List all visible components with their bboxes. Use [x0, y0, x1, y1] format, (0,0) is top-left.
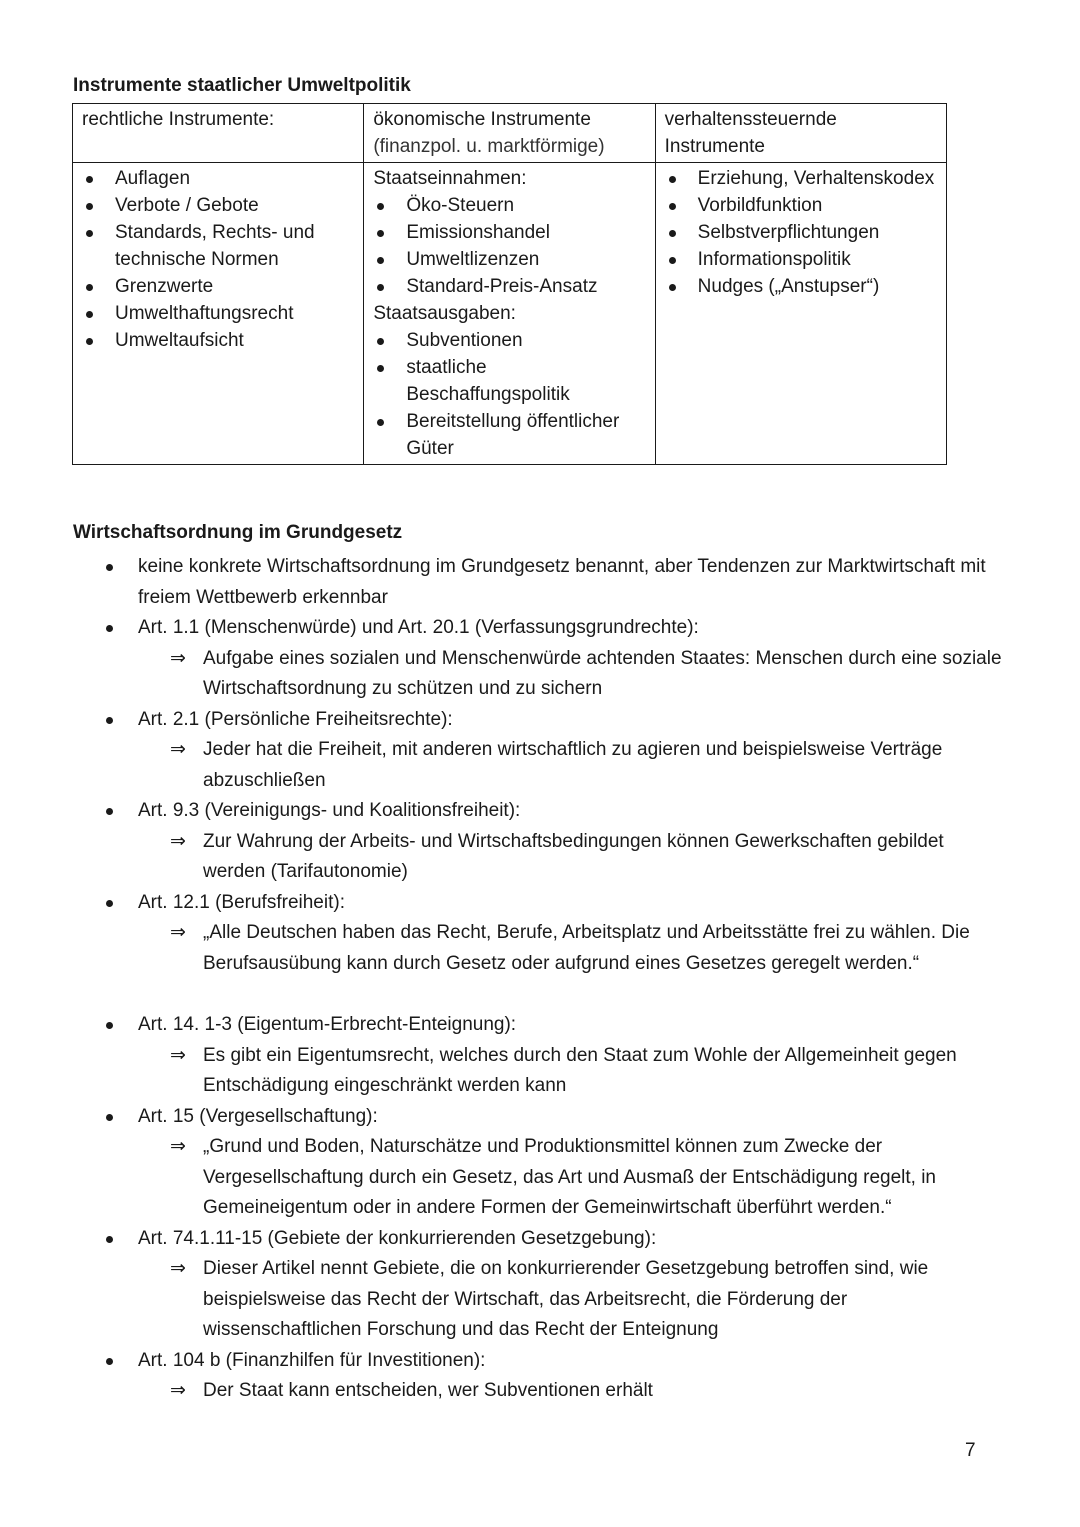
list-item — [104, 1102, 1004, 1133]
list-item — [104, 1224, 1004, 1255]
expenditure-list — [373, 327, 646, 462]
arrow-item — [104, 1132, 1004, 1224]
item-text: Art. 15 (Vergesellschaftung): — [138, 1105, 378, 1127]
arrow-text: „Grund und Boden, Naturschätze und Produktionsmittel können zum Zwecke der Vergesellschaftung durch ein Gesetz, das Art und Ausmaß der Entschädigung regelt, in Gemeineigentum oder in andere Formen der Gemeinwirtschaft überführt werden.“ — [203, 1136, 936, 1218]
bullet-icon — [106, 900, 113, 907]
list-item — [104, 796, 1004, 827]
header-legal-text: rechtliche Instrumente: — [82, 109, 275, 130]
arrow-icon: ⇒ — [170, 1044, 186, 1066]
list-item: Erziehung, Verhaltenskodex — [665, 165, 938, 192]
list-item: Umwelthaftungsrecht — [82, 300, 355, 327]
header-economic — [364, 104, 655, 163]
item-text: Art. 2.1 (Persönliche Freiheitsrechte): — [138, 708, 453, 730]
item-text: Art. 14. 1-3 (Eigentum-Erbrecht-Enteignung): — [138, 1014, 517, 1035]
arrow-item — [104, 1254, 1004, 1346]
table-header-row — [73, 104, 947, 163]
cell-legal — [73, 163, 364, 465]
page-number: 7 — [965, 1440, 976, 1461]
list-item: Grenzwerte — [82, 273, 355, 300]
item-text: Art. 1.1 (Menschenwürde) und Art. 20.1 (Verfassungsgrundrechte): — [138, 617, 699, 638]
list-item: Vorbildfunktion — [665, 192, 938, 219]
arrow-item — [104, 735, 1004, 796]
list-item: Verbote / Gebote — [82, 192, 355, 219]
section-title-grundgesetz: Wirtschaftsordnung im Grundgesetz — [73, 522, 403, 543]
behavioral-list — [665, 165, 938, 300]
arrow-icon: ⇒ — [170, 647, 186, 669]
bullet-icon — [106, 564, 113, 571]
arrow-icon: ⇒ — [170, 1380, 186, 1401]
bullet-icon — [106, 1114, 113, 1121]
grundgesetz-list — [104, 552, 1004, 1407]
list-item — [104, 1346, 1004, 1377]
arrow-icon: ⇒ — [170, 1136, 186, 1157]
list-item: Subventionen — [373, 327, 646, 354]
arrow-item — [104, 1041, 1004, 1102]
list-item: Umweltlizenzen — [373, 246, 646, 273]
list-item: Informationspolitik — [665, 246, 938, 273]
list-item: Bereitstellung öffentlicher Güter — [373, 408, 646, 462]
list-item: Öko-Steuern — [373, 192, 646, 219]
bullet-icon — [106, 1022, 113, 1029]
list-item — [104, 1010, 1004, 1041]
arrow-icon: ⇒ — [170, 1258, 186, 1279]
header-economic-sub: (finanzpol. u. marktförmige) — [373, 136, 605, 157]
arrow-icon: ⇒ — [170, 922, 186, 943]
legal-list — [82, 165, 355, 354]
item-text: Art. 74.1.11-15 (Gebiete der konkurrierenden Gesetzgebung): — [138, 1227, 657, 1249]
list-item: Umweltaufsicht — [82, 327, 355, 354]
arrow-item — [104, 644, 1004, 705]
bullet-icon — [106, 1358, 113, 1365]
spacer — [104, 979, 1004, 1010]
list-item: staatliche Beschaffungspolitik — [373, 354, 646, 408]
header-economic-text: ökonomische Instrumente — [373, 109, 591, 130]
bullet-icon — [106, 625, 113, 632]
list-item — [104, 888, 1004, 919]
list-item: Standard-Preis-Ansatz — [373, 273, 646, 300]
bullet-icon — [106, 717, 113, 724]
arrow-text: „Alle Deutschen haben das Recht, Berufe, Arbeitsplatz und Arbeitsstätte frei zu wählen. Die Berufsausübung kann durch Gesetz oder aufgrund eines Gesetzes geregelt werden.“ — [203, 922, 970, 974]
arrow-item — [104, 827, 1004, 888]
bullet-icon — [106, 808, 113, 815]
group-label-revenue: Staatseinnahmen: — [373, 168, 527, 189]
list-item: Nudges („Anstupser“) — [665, 273, 938, 300]
list-item: Standards, Rechts- und technische Normen — [82, 219, 355, 273]
instruments-table — [72, 103, 947, 465]
item-text: Art. 104 b (Finanzhilfen für Investitionen): — [138, 1349, 486, 1371]
header-behavioral-text: verhaltenssteuernde Instrumente — [664, 109, 837, 157]
item-text: Art. 12.1 (Berufsfreiheit): — [138, 891, 345, 913]
cell-behavioral — [655, 163, 946, 465]
list-item — [104, 613, 1004, 644]
arrow-item — [104, 918, 1004, 979]
arrow-icon: ⇒ — [170, 830, 186, 852]
arrow-item — [104, 1376, 1004, 1407]
arrow-text: Es gibt ein Eigentumsrecht, welches durch den Staat zum Wohle der Allgemeinheit gegen Entschädigung eingeschränkt werden kann — [203, 1044, 957, 1096]
list-item — [104, 552, 1004, 613]
list-item: Auflagen — [82, 165, 355, 192]
item-text: Art. 9.3 (Vereinigungs- und Koalitionsfreiheit): — [138, 800, 521, 821]
arrow-text: Zur Wahrung der Arbeits- und Wirtschaftsbedingungen können Gewerkschaften gebildet werden (Tarifautonomie) — [203, 830, 944, 882]
section-title-umweltpolitik: Instrumente staatlicher Umweltpolitik — [73, 75, 411, 96]
cell-economic — [364, 163, 655, 465]
item-text: keine konkrete Wirtschaftsordnung im Grundgesetz benannt, aber Tendenzen zur Marktwirtschaft mit freiem Wettbewerb erkennbar — [138, 556, 986, 608]
bullet-icon — [106, 1236, 113, 1243]
list-item — [104, 705, 1004, 736]
revenue-list — [373, 192, 646, 300]
header-legal — [73, 104, 364, 163]
arrow-icon: ⇒ — [170, 739, 186, 760]
arrow-text: Dieser Artikel nennt Gebiete, die on konkurrierender Gesetzgebung betroffen sind, wie beispielsweise das Recht der Wirtschaft, das Arbeitsrecht, die Förderung der wissenschaftlichen Forschung und das Recht der Enteignung — [203, 1258, 929, 1340]
list-item: Selbstverpflichtungen — [665, 219, 938, 246]
group-label-expenditure: Staatsausgaben: — [373, 303, 516, 324]
header-behavioral — [655, 104, 946, 163]
list-item: Emissionshandel — [373, 219, 646, 246]
arrow-text: Aufgabe eines sozialen und Menschenwürde achtenden Staates: Menschen durch eine soziale Wirtschaftsordnung zu schützen und zu sichern — [203, 647, 1002, 699]
table-body-row — [73, 163, 947, 465]
arrow-text: Der Staat kann entscheiden, wer Subventionen erhält — [203, 1380, 653, 1401]
arrow-text: Jeder hat die Freiheit, mit anderen wirtschaftlich zu agieren und beispielsweise Verträge abzuschließen — [203, 739, 943, 791]
